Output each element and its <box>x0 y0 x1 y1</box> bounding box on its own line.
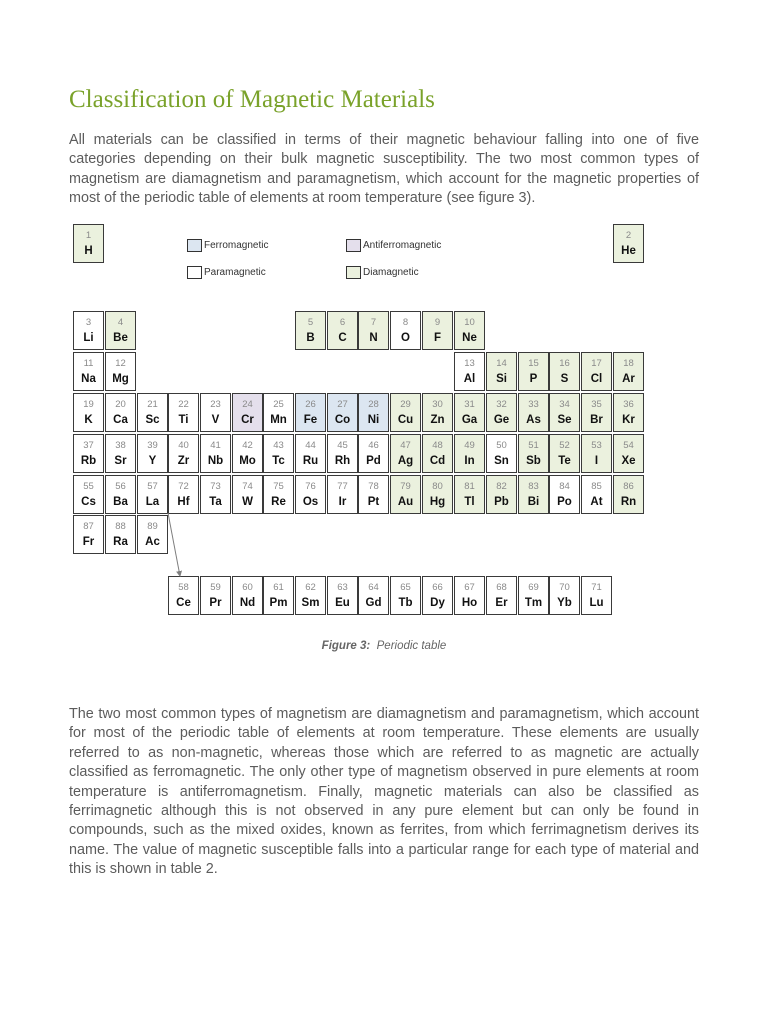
atomic-number: 47 <box>400 440 411 451</box>
element-symbol: Nb <box>207 455 224 467</box>
atomic-number: 32 <box>496 399 507 410</box>
element-symbol: Nd <box>239 597 256 609</box>
atomic-number: 8 <box>402 317 409 328</box>
element-symbol: Ac <box>145 536 160 548</box>
atomic-number: 24 <box>242 399 253 410</box>
atomic-number: 59 <box>210 582 221 593</box>
caption-label: Figure 3: <box>321 640 371 652</box>
atomic-number: 66 <box>432 582 443 593</box>
element-symbol: V <box>211 414 220 426</box>
atomic-number: 84 <box>559 481 570 492</box>
atomic-number: 9 <box>434 317 441 328</box>
atomic-number: 44 <box>305 440 316 451</box>
element-symbol: Cl <box>590 373 603 385</box>
atomic-number: 88 <box>115 521 126 532</box>
element-symbol: He <box>621 245 636 257</box>
element-symbol: Na <box>81 373 96 385</box>
atomic-number: 11 <box>83 358 94 369</box>
element-symbol: Eu <box>335 597 350 609</box>
atomic-number: 28 <box>368 399 379 410</box>
atomic-number: 12 <box>115 358 126 369</box>
atomic-number: 48 <box>432 440 443 451</box>
atomic-number: 56 <box>115 481 126 492</box>
element-symbol: Ar <box>622 373 635 385</box>
atomic-number: 26 <box>305 399 316 410</box>
element-symbol: Rn <box>620 496 637 508</box>
atomic-number: 4 <box>117 317 124 328</box>
element-symbol: Zr <box>177 455 190 467</box>
atomic-number: 52 <box>559 440 570 451</box>
atomic-number: 10 <box>464 317 475 328</box>
element-symbol: Tc <box>272 455 285 467</box>
atomic-number: 38 <box>115 440 126 451</box>
element-symbol: Xe <box>621 455 636 467</box>
element-symbol: Ag <box>397 455 414 467</box>
intro-paragraph: All materials can be classified in terms of their magnetic behaviour falling into one of five categories depending on their bulk magnetic susceptibility. The two most common types of magnetism are diamagnetism and paramagnetism, which account for the magnetic properties of most of the periodic table of elements at room temperature (see figure 3). <box>69 132 699 207</box>
atomic-number: 54 <box>623 440 634 451</box>
atomic-number: 68 <box>496 582 507 593</box>
element-symbol: Ni <box>367 414 380 426</box>
atomic-number: 61 <box>273 582 284 593</box>
element-symbol: Sn <box>494 455 509 467</box>
element-symbol: H <box>84 245 93 257</box>
element-symbol: Tm <box>524 597 543 609</box>
element-symbol: P <box>529 373 538 385</box>
element-symbol: Fr <box>82 536 95 548</box>
atomic-number: 78 <box>368 481 379 492</box>
atomic-number: 86 <box>623 481 634 492</box>
element-symbol: Ge <box>493 414 510 426</box>
element-symbol: O <box>401 332 410 344</box>
element-symbol: F <box>433 332 442 344</box>
atomic-number: 35 <box>591 399 602 410</box>
atomic-number: 16 <box>559 358 570 369</box>
atomic-number: 62 <box>305 582 316 593</box>
atomic-number: 73 <box>210 481 221 492</box>
element-symbol: Lu <box>589 597 604 609</box>
atomic-number: 53 <box>591 440 602 451</box>
atomic-number: 89 <box>147 521 158 532</box>
element-symbol: Al <box>463 373 476 385</box>
atomic-number: 5 <box>307 317 314 328</box>
element-symbol: Tl <box>464 496 475 508</box>
atomic-number: 29 <box>400 399 411 410</box>
element-symbol: La <box>145 496 160 508</box>
atomic-number: 45 <box>337 440 348 451</box>
atomic-number: 72 <box>178 481 189 492</box>
element-symbol: C <box>338 332 347 344</box>
element-symbol: Sm <box>301 597 320 609</box>
element-symbol: Ir <box>338 496 347 508</box>
element-symbol: Ga <box>461 414 478 426</box>
atomic-number: 19 <box>83 399 94 410</box>
element-symbol: S <box>560 373 569 385</box>
atomic-number: 76 <box>305 481 316 492</box>
atomic-number: 40 <box>178 440 189 451</box>
element-symbol: Li <box>83 332 94 344</box>
atomic-number: 57 <box>147 481 158 492</box>
atomic-number: 17 <box>591 358 602 369</box>
element-symbol: Gd <box>365 597 382 609</box>
element-symbol: Sb <box>526 455 541 467</box>
atomic-number: 21 <box>147 399 158 410</box>
element-symbol: Mo <box>239 455 256 467</box>
element-symbol: Yb <box>557 597 572 609</box>
atomic-number: 55 <box>83 481 94 492</box>
element-symbol: Cs <box>81 496 96 508</box>
element-symbol: Cd <box>429 455 446 467</box>
atomic-number: 30 <box>432 399 443 410</box>
body-paragraph: The two most common types of magnetism are diamagnetism and paramagnetism, which account for most of the periodic table of elements at room temperature. These elements are usually referred to as non-magnetic, whereas those which are referred to as magnetic are actually classified as ferromagnetic. The only other type of magnetism observed in pure elements at room temperature is antiferromagnetism. Finally, magnetic materials can also be classified as ferrimagnetic although this is not observed in any pure element but can only be found in compounds, such as the mixed oxides, known as ferrites, from which ferrimagnetism derives its name. The value of magnetic susceptible falls into a particular range for each type of material and this is shown in table 2. <box>69 706 699 878</box>
atomic-number: 82 <box>496 481 507 492</box>
element-symbol: Re <box>271 496 286 508</box>
element-symbol: Pd <box>366 455 381 467</box>
element-symbol: Sr <box>114 455 127 467</box>
figure-caption <box>0 640 768 652</box>
element-symbol: I <box>594 455 599 467</box>
element-symbol: Ba <box>113 496 128 508</box>
element-symbol: As <box>526 414 541 426</box>
legend-label-diamagnetic: Diamagnetic <box>363 267 419 278</box>
atomic-number: 46 <box>368 440 379 451</box>
atomic-number: 2 <box>625 230 632 241</box>
element-symbol: Os <box>302 496 319 508</box>
element-symbol: Bi <box>527 496 540 508</box>
atomic-number: 42 <box>242 440 253 451</box>
element-symbol: Ca <box>113 414 128 426</box>
atomic-number: 41 <box>210 440 221 451</box>
caption-text: Periodic table <box>376 640 447 652</box>
atomic-number: 18 <box>623 358 634 369</box>
element-symbol: Tb <box>398 597 413 609</box>
atomic-number: 70 <box>559 582 570 593</box>
element-symbol: Ho <box>461 597 478 609</box>
element-symbol: Pm <box>269 597 288 609</box>
element-symbol: N <box>369 332 378 344</box>
element-symbol: Ti <box>178 414 189 426</box>
element-symbol: Ru <box>302 455 319 467</box>
atomic-number: 83 <box>528 481 539 492</box>
atomic-number: 27 <box>337 399 348 410</box>
element-symbol: In <box>464 455 475 467</box>
element-symbol: Si <box>496 373 507 385</box>
element-symbol: Hf <box>177 496 190 508</box>
atomic-number: 51 <box>528 440 539 451</box>
element-symbol: Rh <box>334 455 351 467</box>
element-symbol: Se <box>557 414 572 426</box>
legend-label-paramagnetic: Paramagnetic <box>204 267 266 278</box>
element-symbol: Ra <box>113 536 128 548</box>
atomic-number: 23 <box>210 399 221 410</box>
element-symbol: Au <box>397 496 414 508</box>
element-symbol: Pr <box>209 597 222 609</box>
atomic-number: 36 <box>623 399 634 410</box>
element-symbol: Hg <box>429 496 446 508</box>
element-symbol: W <box>242 496 253 508</box>
element-symbol: Rb <box>80 455 97 467</box>
atomic-number: 39 <box>147 440 158 451</box>
element-symbol: At <box>590 496 603 508</box>
element-symbol: Dy <box>430 597 445 609</box>
atomic-number: 75 <box>273 481 284 492</box>
element-symbol: K <box>84 414 93 426</box>
element-symbol: Pb <box>494 496 509 508</box>
element-symbol: Fe <box>303 414 318 426</box>
atomic-number: 87 <box>83 521 94 532</box>
element-symbol: Be <box>113 332 128 344</box>
atomic-number: 80 <box>432 481 443 492</box>
atomic-number: 50 <box>496 440 507 451</box>
atomic-number: 43 <box>273 440 284 451</box>
element-symbol: B <box>306 332 315 344</box>
atomic-number: 74 <box>242 481 253 492</box>
atomic-number: 58 <box>178 582 189 593</box>
element-symbol: Pt <box>367 496 380 508</box>
element-symbol: Po <box>557 496 572 508</box>
atomic-number: 63 <box>337 582 348 593</box>
atomic-number: 65 <box>400 582 411 593</box>
atomic-number: 14 <box>496 358 507 369</box>
element-symbol: Er <box>495 597 508 609</box>
atomic-number: 31 <box>464 399 475 410</box>
atomic-number: 33 <box>528 399 539 410</box>
atomic-number: 67 <box>464 582 475 593</box>
atomic-number: 69 <box>528 582 539 593</box>
element-symbol: Cu <box>397 414 414 426</box>
element-symbol: Ta <box>209 496 222 508</box>
element-symbol: Kr <box>622 414 635 426</box>
atomic-number: 1 <box>85 230 92 241</box>
atomic-number: 79 <box>400 481 411 492</box>
element-symbol: Y <box>148 455 157 467</box>
atomic-number: 49 <box>464 440 475 451</box>
element-symbol: Mg <box>112 373 129 385</box>
atomic-number: 22 <box>178 399 189 410</box>
arrow-line <box>168 513 180 576</box>
atomic-number: 60 <box>242 582 253 593</box>
atomic-number: 34 <box>559 399 570 410</box>
element-symbol: Sc <box>145 414 160 426</box>
atomic-number: 3 <box>85 317 92 328</box>
atomic-number: 15 <box>528 358 539 369</box>
atomic-number: 7 <box>370 317 377 328</box>
element-symbol: Ne <box>462 332 477 344</box>
element-symbol: Co <box>334 414 351 426</box>
atomic-number: 6 <box>339 317 346 328</box>
atomic-number: 77 <box>337 481 348 492</box>
atomic-number: 13 <box>464 358 475 369</box>
atomic-number: 25 <box>273 399 284 410</box>
element-symbol: Ce <box>176 597 191 609</box>
element-symbol: Mn <box>270 414 287 426</box>
atomic-number: 20 <box>115 399 126 410</box>
element-symbol: Br <box>590 414 603 426</box>
atomic-number: 64 <box>368 582 379 593</box>
legend-label-antiferromagnetic: Antiferromagnetic <box>363 240 442 251</box>
page-title: Classification of Magnetic Materials <box>69 86 435 113</box>
element-symbol: Cr <box>241 414 254 426</box>
atomic-number: 37 <box>83 440 94 451</box>
atomic-number: 81 <box>464 481 475 492</box>
element-symbol: Te <box>558 455 571 467</box>
element-symbol: Zn <box>430 414 445 426</box>
atomic-number: 71 <box>591 582 602 593</box>
atomic-number: 85 <box>591 481 602 492</box>
legend-label-ferromagnetic: Ferromagnetic <box>204 240 269 251</box>
